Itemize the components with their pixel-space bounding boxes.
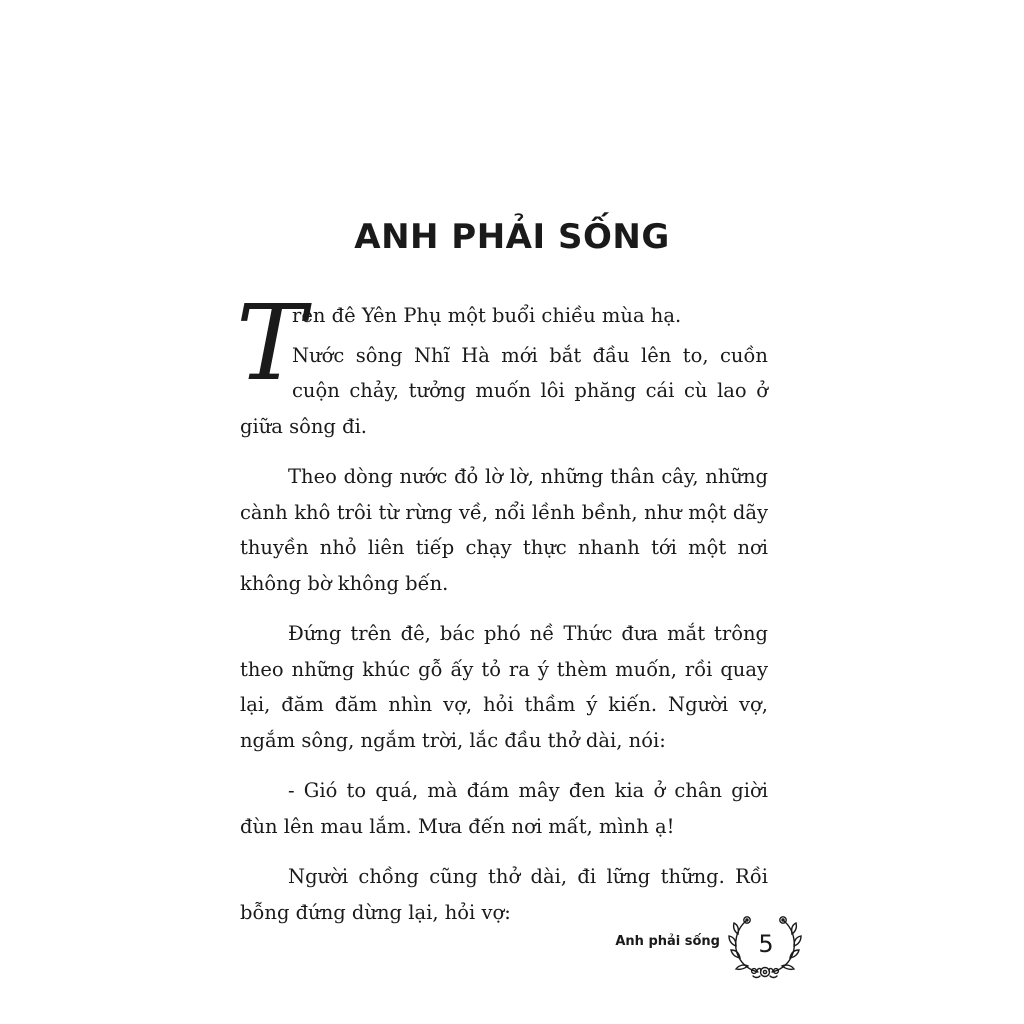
chapter-title: ANH PHẢI SỐNG: [354, 216, 670, 257]
paragraph-5-text: - Gió to quá, mà đám mây đen kia ở chân giời đùn lên mau lắm. Mưa đến nơi mất, mình ạ!: [240, 779, 768, 838]
paragraph-4-text: Đứng trên đê, bác phó nề Thức đưa mắt trông theo những khúc gỗ ấy tỏ ra ý thèm muốn, rồi quay lại, đăm đăm nhìn vợ, hỏi thầm ý kiến. Người vợ, ngắm sông, ngắm trời, lắc đầu thở dài, nói:: [240, 622, 768, 752]
drop-cap: T: [236, 282, 306, 404]
chapter-body: [236, 282, 768, 945]
paragraph-5: [240, 773, 768, 844]
running-head: Anh phải sống: [615, 934, 720, 949]
paragraph-4: [240, 616, 768, 758]
page-footer: [600, 912, 810, 982]
paragraph-1-text: rên đê Yên Phụ một buổi chiều mùa hạ.: [292, 304, 682, 327]
page-number: 5: [758, 930, 774, 958]
paragraph-3-text: Theo dòng nước đỏ lờ lờ, những thân cây, những cành khô trôi từ rừng về, nổi lềnh bềnh, như một dãy thuyền nhỏ liên tiếp chạy thực nhanh tới một nơi không bờ không bến.: [240, 465, 768, 595]
paragraph-3: [240, 459, 768, 601]
paragraph-2: [240, 338, 768, 445]
paragraph-2-text: Nước sông Nhĩ Hà mới bắt đầu lên to, cuồn cuộn chảy, tưởng muốn lôi phăng cái cù lao ở giữa sông đi.: [240, 343, 768, 438]
paragraph-6-text: Người chồng cũng thở dài, đi lững thững. Rồi bỗng đứng dừng lại, hỏi vợ:: [240, 865, 768, 924]
